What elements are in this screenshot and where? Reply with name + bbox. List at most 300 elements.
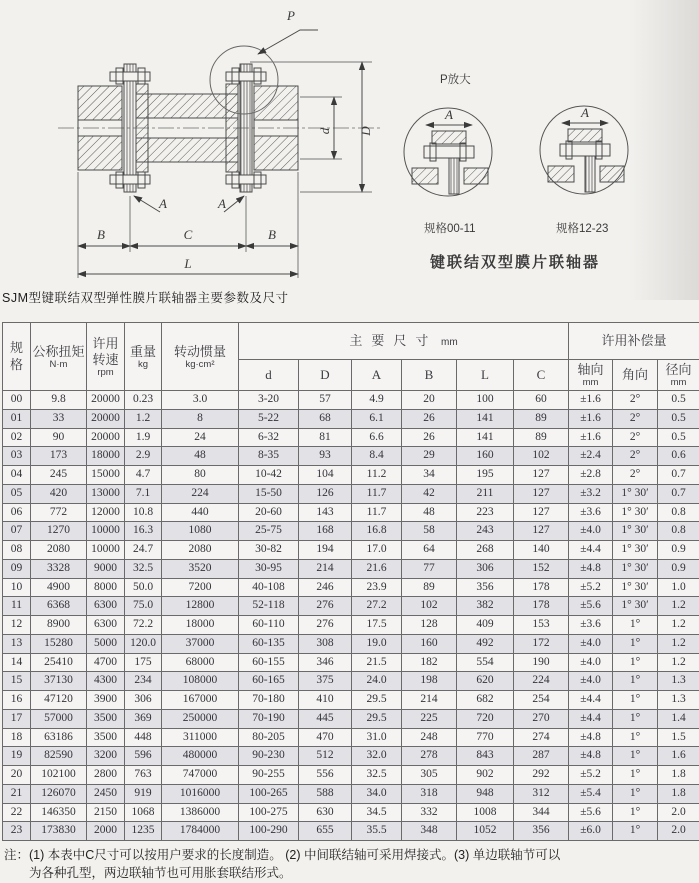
value-cell: 0.8 (658, 503, 699, 522)
value-cell: 3.0 (162, 391, 239, 410)
value-cell: 305 (402, 766, 457, 785)
value-cell: 1.5 (658, 728, 699, 747)
spec-cell: 09 (3, 559, 31, 578)
dim-label-D: D (358, 126, 373, 136)
value-cell: 245 (31, 466, 87, 485)
value-cell: 1270 (31, 522, 87, 541)
value-cell: 308 (299, 634, 352, 653)
value-cell: 1.2 (658, 616, 699, 635)
value-cell: 346 (299, 653, 352, 672)
value-cell: 214 (299, 559, 352, 578)
value-cell: 16.8 (352, 522, 402, 541)
value-cell: 17.5 (352, 616, 402, 635)
spec-cell: 10 (3, 578, 31, 597)
value-cell: 10000 (87, 541, 125, 560)
value-cell: 3200 (87, 747, 125, 766)
value-cell: 128 (402, 616, 457, 635)
header-main-dims: 主要尺寸 mm (239, 323, 569, 360)
value-cell: 919 (125, 784, 162, 803)
value-cell: 278 (402, 747, 457, 766)
value-cell: 27.2 (352, 597, 402, 616)
footnote-text: (1) 本表中C尺寸可以按用户要求的长度制造。 (2) 中间联结轴可采用焊接式。(3) 单边联轴节可以 为各种孔型，两边联轴节也可用胀套联结形式。 (29, 848, 561, 881)
value-cell: 60 (514, 391, 569, 410)
value-cell: 1° (613, 653, 658, 672)
value-cell: 382 (457, 597, 514, 616)
value-cell: 82590 (31, 747, 87, 766)
value-cell: 21.5 (352, 653, 402, 672)
dim-label-B-right: B (268, 227, 276, 242)
spec-cell: 16 (3, 691, 31, 710)
value-cell: 90-255 (239, 766, 299, 785)
value-cell: 1° 30′ (613, 597, 658, 616)
value-cell: 7200 (162, 578, 239, 597)
spec-cell: 07 (3, 522, 31, 541)
table-body (3, 391, 699, 841)
value-cell: ±4.4 (569, 691, 613, 710)
value-cell: ±3.2 (569, 484, 613, 503)
value-cell: 747000 (162, 766, 239, 785)
value-cell: 250000 (162, 709, 239, 728)
header-dim-d: d (239, 360, 299, 391)
value-cell: 1.2 (658, 653, 699, 672)
table-row (3, 428, 699, 447)
value-cell: 11.7 (352, 503, 402, 522)
value-cell: 1° (613, 634, 658, 653)
value-cell: 0.23 (125, 391, 162, 410)
value-cell: ±1.6 (569, 428, 613, 447)
value-cell: 20000 (87, 409, 125, 428)
value-cell: 5000 (87, 634, 125, 653)
table-row (3, 766, 699, 785)
value-cell: ±1.6 (569, 409, 613, 428)
value-cell: 1° (613, 616, 658, 635)
value-cell: 948 (457, 784, 514, 803)
value-cell: 60-110 (239, 616, 299, 635)
value-cell: 224 (514, 672, 569, 691)
spec-cell: 01 (3, 409, 31, 428)
spec-cell: 19 (3, 747, 31, 766)
value-cell: 270 (514, 709, 569, 728)
value-cell: 0.7 (658, 466, 699, 485)
value-cell: 48 (402, 503, 457, 522)
value-cell: 2° (613, 391, 658, 410)
value-cell: 6.1 (352, 409, 402, 428)
value-cell: 1.3 (658, 691, 699, 710)
value-cell: 332 (402, 803, 457, 822)
value-cell: 1° (613, 728, 658, 747)
value-cell: ±4.0 (569, 522, 613, 541)
value-cell: 512 (299, 747, 352, 766)
value-cell: 168 (299, 522, 352, 541)
value-cell: 1008 (457, 803, 514, 822)
header-dim-B: B (402, 360, 457, 391)
value-cell: 655 (299, 822, 352, 841)
value-cell: 11.7 (352, 484, 402, 503)
value-cell: 8900 (31, 616, 87, 635)
value-cell: 9.8 (31, 391, 87, 410)
value-cell: 34.5 (352, 803, 402, 822)
value-cell: 248 (402, 728, 457, 747)
value-cell: 8 (162, 409, 239, 428)
header-spec: 规格 (3, 323, 31, 391)
footnote-prefix: 注： (4, 848, 30, 862)
value-cell: 24 (162, 428, 239, 447)
value-cell: 369 (125, 709, 162, 728)
value-cell: 225 (402, 709, 457, 728)
value-cell: 89 (514, 409, 569, 428)
value-cell: 80 (162, 466, 239, 485)
value-cell: 1° (613, 747, 658, 766)
value-cell: 42 (402, 484, 457, 503)
spec-cell: 08 (3, 541, 31, 560)
magnified-view-label: P放大 (440, 74, 471, 86)
value-cell: 2800 (87, 766, 125, 785)
value-cell: 160 (402, 634, 457, 653)
diaphragm-pack-right (240, 64, 252, 192)
header-angular: 角向 (613, 360, 658, 391)
value-cell: 1.2 (658, 634, 699, 653)
value-cell: 63186 (31, 728, 87, 747)
value-cell: 140 (514, 541, 569, 560)
value-cell: 102 (402, 597, 457, 616)
value-cell: 57 (299, 391, 352, 410)
value-cell: 37000 (162, 634, 239, 653)
spec-cell: 21 (3, 784, 31, 803)
value-cell: 1° (613, 709, 658, 728)
value-cell: 3520 (162, 559, 239, 578)
value-cell: 34.0 (352, 784, 402, 803)
value-cell: 194 (299, 541, 352, 560)
header-dim-D: D (299, 360, 352, 391)
value-cell: 18000 (162, 616, 239, 635)
value-cell: 89 (402, 578, 457, 597)
header-dim-C: C (514, 360, 569, 391)
value-cell: ±4.4 (569, 541, 613, 560)
value-cell: 268 (457, 541, 514, 560)
value-cell: ±4.0 (569, 653, 613, 672)
value-cell: 1386000 (162, 803, 239, 822)
value-cell: 100-275 (239, 803, 299, 822)
table-row (3, 653, 699, 672)
value-cell: 26 (402, 428, 457, 447)
value-cell: 102100 (31, 766, 87, 785)
spec-cell: 20 (3, 766, 31, 785)
table-row (3, 578, 699, 597)
value-cell: 102 (514, 447, 569, 466)
header-axial: 轴向 mm (569, 360, 613, 391)
spec-cell: 15 (3, 672, 31, 691)
value-cell: 1080 (162, 522, 239, 541)
value-cell: 409 (457, 616, 514, 635)
value-cell: 80-205 (239, 728, 299, 747)
value-cell: 6.6 (352, 428, 402, 447)
value-cell: 630 (299, 803, 352, 822)
value-cell: 4.7 (125, 466, 162, 485)
value-cell: 26 (402, 409, 457, 428)
value-cell: 720 (457, 709, 514, 728)
value-cell: 15280 (31, 634, 87, 653)
value-cell: 276 (299, 597, 352, 616)
value-cell: 29.5 (352, 691, 402, 710)
value-cell: 246 (299, 578, 352, 597)
detail-12-23 (548, 123, 624, 192)
value-cell: 2080 (162, 541, 239, 560)
value-cell: 312 (514, 784, 569, 803)
value-cell: 20000 (87, 428, 125, 447)
value-cell: 15-50 (239, 484, 299, 503)
value-cell: 50.0 (125, 578, 162, 597)
value-cell: 93 (299, 447, 352, 466)
value-cell: 70-180 (239, 691, 299, 710)
value-cell: ±2.8 (569, 466, 613, 485)
value-cell: 16.3 (125, 522, 162, 541)
spec-cell: 23 (3, 822, 31, 841)
value-cell: 0.5 (658, 409, 699, 428)
value-cell: 1° 30′ (613, 484, 658, 503)
header-weight: 重量 kg (125, 323, 162, 391)
table-row (3, 484, 699, 503)
value-cell: 0.9 (658, 541, 699, 560)
value-cell: 37130 (31, 672, 87, 691)
table-row (3, 709, 699, 728)
value-cell: 10.8 (125, 503, 162, 522)
value-cell: 60-135 (239, 634, 299, 653)
value-cell: 420 (31, 484, 87, 503)
table-row (3, 822, 699, 841)
value-cell: 1.6 (658, 747, 699, 766)
value-cell: 356 (457, 578, 514, 597)
value-cell: 1° (613, 803, 658, 822)
spec-cell: 14 (3, 653, 31, 672)
detail-ref-label: P (287, 8, 295, 23)
value-cell: 127 (514, 522, 569, 541)
value-cell: 104 (299, 466, 352, 485)
table-row (3, 672, 699, 691)
value-cell: 410 (299, 691, 352, 710)
table-caption: SJM型键联结双型弹性膜片联轴器主要参数及尺寸 (2, 291, 289, 305)
value-cell: 10000 (87, 522, 125, 541)
value-cell: 287 (514, 747, 569, 766)
table-row (3, 447, 699, 466)
spec-cell: 12 (3, 616, 31, 635)
value-cell: 173830 (31, 822, 87, 841)
coupling-technical-drawing (0, 0, 699, 285)
value-cell: 23.9 (352, 578, 402, 597)
value-cell: 29 (402, 447, 457, 466)
value-cell: 1° (613, 822, 658, 841)
table-row (3, 634, 699, 653)
value-cell: 30-95 (239, 559, 299, 578)
header-dim-L: L (457, 360, 514, 391)
value-cell: 902 (457, 766, 514, 785)
value-cell: 25-75 (239, 522, 299, 541)
header-speed: 许用转速 rpm (87, 323, 125, 391)
detail-leader (258, 30, 318, 54)
header-torque: 公称扭矩 N·m (31, 323, 87, 391)
spec-cell: 18 (3, 728, 31, 747)
value-cell: ±2.4 (569, 447, 613, 466)
value-cell: 2° (613, 447, 658, 466)
value-cell: 0.5 (658, 428, 699, 447)
value-cell: 492 (457, 634, 514, 653)
value-cell: 172 (514, 634, 569, 653)
value-cell: 24.7 (125, 541, 162, 560)
value-cell: 1.8 (658, 766, 699, 785)
value-cell: 35.5 (352, 822, 402, 841)
spec-cell: 11 (3, 597, 31, 616)
value-cell: 243 (457, 522, 514, 541)
value-cell: ±5.4 (569, 784, 613, 803)
value-cell: 57000 (31, 709, 87, 728)
value-cell: 8-35 (239, 447, 299, 466)
value-cell: 13000 (87, 484, 125, 503)
value-cell: 32.5 (352, 766, 402, 785)
table-row (3, 784, 699, 803)
value-cell: ±5.2 (569, 578, 613, 597)
value-cell: 64 (402, 541, 457, 560)
table-row (3, 391, 699, 410)
value-cell: 17.0 (352, 541, 402, 560)
value-cell: 445 (299, 709, 352, 728)
footnote (4, 846, 696, 882)
table-row (3, 503, 699, 522)
value-cell: 12000 (87, 503, 125, 522)
value-cell: 2° (613, 428, 658, 447)
main-section-view (58, 30, 382, 278)
value-cell: 29.5 (352, 709, 402, 728)
spec-cell: 17 (3, 709, 31, 728)
value-cell: ±6.0 (569, 822, 613, 841)
value-cell: 20-60 (239, 503, 299, 522)
value-cell: 8000 (87, 578, 125, 597)
table-row (3, 616, 699, 635)
value-cell: 2450 (87, 784, 125, 803)
spec-range-right-label: 规格12-23 (556, 223, 609, 235)
value-cell: 75.0 (125, 597, 162, 616)
value-cell: 306 (457, 559, 514, 578)
value-cell: 1° (613, 784, 658, 803)
value-cell: 1784000 (162, 822, 239, 841)
value-cell: 470 (299, 728, 352, 747)
value-cell: 48 (162, 447, 239, 466)
value-cell: 588 (299, 784, 352, 803)
value-cell: 182 (402, 653, 457, 672)
value-cell: 1.3 (658, 672, 699, 691)
value-cell: 47120 (31, 691, 87, 710)
value-cell: ±4.8 (569, 747, 613, 766)
value-cell: 141 (457, 409, 514, 428)
value-cell: 126 (299, 484, 352, 503)
value-cell: 127 (514, 484, 569, 503)
spec-table (2, 322, 699, 841)
value-cell: 68000 (162, 653, 239, 672)
value-cell: 214 (402, 691, 457, 710)
value-cell: 2000 (87, 822, 125, 841)
value-cell: 2° (613, 466, 658, 485)
value-cell: ±1.6 (569, 391, 613, 410)
value-cell: 5-22 (239, 409, 299, 428)
value-cell: 4700 (87, 653, 125, 672)
value-cell: 2.9 (125, 447, 162, 466)
value-cell: 30-82 (239, 541, 299, 560)
value-cell: 178 (514, 597, 569, 616)
value-cell: 0.6 (658, 447, 699, 466)
value-cell: 3328 (31, 559, 87, 578)
value-cell: 1052 (457, 822, 514, 841)
value-cell: 1.0 (658, 578, 699, 597)
value-cell: 763 (125, 766, 162, 785)
value-cell: 143 (299, 503, 352, 522)
value-cell: 31.0 (352, 728, 402, 747)
detail-dim-A-right: A (581, 105, 589, 120)
value-cell: 120.0 (125, 634, 162, 653)
value-cell: 19.0 (352, 634, 402, 653)
spec-cell: 03 (3, 447, 31, 466)
value-cell: 1.2 (125, 409, 162, 428)
value-cell: 1° 30′ (613, 522, 658, 541)
value-cell: 77 (402, 559, 457, 578)
spec-cell: 05 (3, 484, 31, 503)
table-row (3, 691, 699, 710)
diaphragm-pack-left (124, 64, 136, 192)
value-cell: 356 (514, 822, 569, 841)
value-cell: 52-118 (239, 597, 299, 616)
value-cell: ±4.8 (569, 559, 613, 578)
value-cell: 1° 30′ (613, 578, 658, 597)
value-cell: 100-290 (239, 822, 299, 841)
value-cell: 175 (125, 653, 162, 672)
value-cell: 141 (457, 428, 514, 447)
dim-label-L: L (184, 256, 192, 271)
value-cell: 167000 (162, 691, 239, 710)
value-cell: ±3.6 (569, 616, 613, 635)
value-cell: 6300 (87, 616, 125, 635)
value-cell: 1° (613, 691, 658, 710)
value-cell: 344 (514, 803, 569, 822)
value-cell: 348 (402, 822, 457, 841)
value-cell: 448 (125, 728, 162, 747)
value-cell: 1° 30′ (613, 541, 658, 560)
value-cell: 40-108 (239, 578, 299, 597)
value-cell: 1° 30′ (613, 559, 658, 578)
value-cell: ±5.6 (569, 597, 613, 616)
table-row (3, 522, 699, 541)
detail-dim-A-left: A (445, 107, 453, 122)
value-cell: 58 (402, 522, 457, 541)
value-cell: 108000 (162, 672, 239, 691)
value-cell: 12800 (162, 597, 239, 616)
detail-00-11 (412, 125, 488, 194)
spec-cell: 06 (3, 503, 31, 522)
spec-cell: 00 (3, 391, 31, 410)
table-row (3, 559, 699, 578)
value-cell: 34 (402, 466, 457, 485)
value-cell: 254 (514, 691, 569, 710)
value-cell: 21.6 (352, 559, 402, 578)
value-cell: 556 (299, 766, 352, 785)
value-cell: 292 (514, 766, 569, 785)
value-cell: ±4.0 (569, 672, 613, 691)
value-cell: 554 (457, 653, 514, 672)
value-cell: 0.5 (658, 391, 699, 410)
value-cell: 306 (125, 691, 162, 710)
value-cell: 4300 (87, 672, 125, 691)
value-cell: 318 (402, 784, 457, 803)
value-cell: ±3.6 (569, 503, 613, 522)
table-row (3, 747, 699, 766)
spec-range-left-label: 规格00-11 (424, 223, 476, 235)
value-cell: 772 (31, 503, 87, 522)
